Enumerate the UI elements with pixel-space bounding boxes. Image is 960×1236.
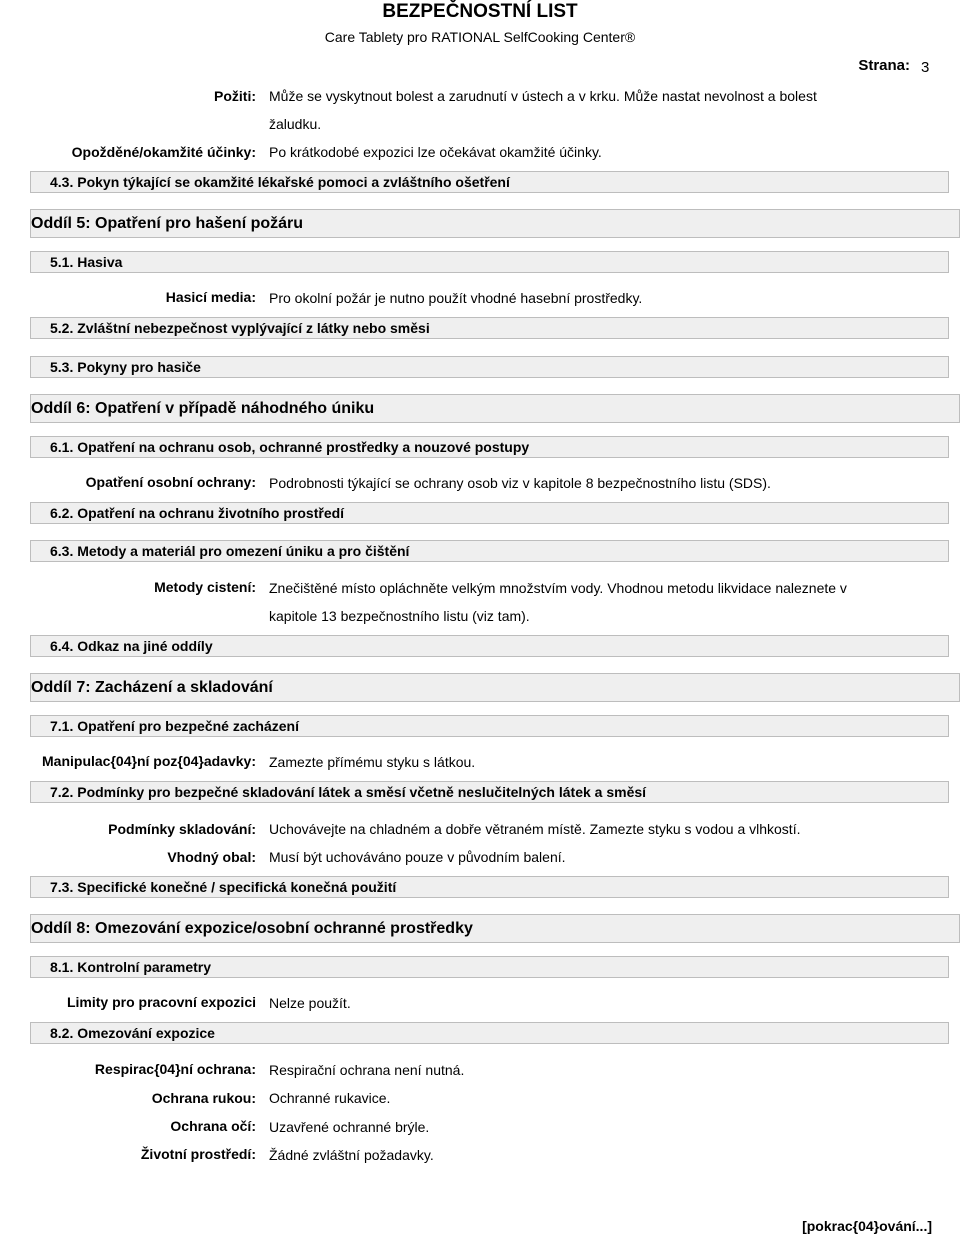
respiratory-protection-label: Respirac{04}ní ochrana: <box>94 1061 256 1077</box>
extinguishing-media-value: Pro okolní požár je nutno použít vhodné hasební prostředky. <box>269 290 643 306</box>
handling-requirements-value: Zamezte přímému styku s látkou. <box>269 754 476 770</box>
storage-conditions-value: Uchovávejte na chladném a dobře větraném místě. Zamezte styku s vodou a vlhkostí. <box>269 821 801 837</box>
cleaning-methods-label: Metody cistení: <box>154 579 256 595</box>
section-7-title: Oddíl 7: Zacházení a skladování <box>31 679 273 696</box>
suitable-container-value: Musí být uchováváno pouze v původním balení. <box>269 849 566 865</box>
subsection-8-1: 8.1. Kontrolní parametry <box>30 956 949 978</box>
exposure-limits-label: Limity pro pracovní expozici <box>66 994 256 1010</box>
subsection-5-2: 5.2. Zvláštní nebezpečnost vyplývající z látky nebo směsi <box>30 317 949 339</box>
subsection-5-1: 5.1. Hasiva <box>30 251 949 273</box>
subsection-6-1: 6.1. Opatření na ochranu osob, ochranné prostředky a nouzové postupy <box>30 436 949 458</box>
page-number: 3 <box>921 59 930 76</box>
environment-label: Životní prostředí: <box>140 1146 256 1162</box>
subsection-4-3: 4.3. Pokyn týkající se okamžité lékařské pomoci a zvláštního ošetření <box>30 171 949 193</box>
handling-requirements-label: Manipulac{04}ní poz{04}adavky: <box>42 753 256 769</box>
section-8-title: Oddíl 8: Omezování expozice/osobní ochranné prostředky <box>31 920 473 937</box>
section-5-header <box>30 209 960 238</box>
eye-protection-value: Uzavřené ochranné brýle. <box>269 1119 430 1135</box>
subsection-7-1: 7.1. Opatření pro bezpečné zacházení <box>30 715 949 737</box>
subsection-6-2: 6.2. Opatření na ochranu životního prostředí <box>30 502 949 524</box>
section-6-title: Oddíl 6: Opatření v případě náhodného úniku <box>31 400 375 417</box>
document-title: BEZPEČNOSTNÍ LIST <box>382 1 578 22</box>
section-8-header <box>30 914 960 943</box>
personal-protection-value: Podrobnosti týkající se ochrany osob viz v kapitole 8 bezpečnostního listu (SDS). <box>269 475 771 491</box>
subsection-7-3: 7.3. Specifické konečné / specifická konečná použití <box>30 876 949 898</box>
section-7-header <box>30 673 960 702</box>
subsection-6-4: 6.4. Odkaz na jiné oddíly <box>30 635 949 657</box>
subsection-7-2: 7.2. Podmínky pro bezpečné skladování látek a směsí včetně neslučitelných látek a směsí <box>30 781 949 803</box>
ingestion-label: Požiti: <box>214 88 256 104</box>
document-subtitle: Care Tablety pro RATIONAL SelfCooking Center® <box>324 29 636 45</box>
ingestion-value-line2: žaludku. <box>269 116 322 132</box>
subsection-6-3: 6.3. Metody a materiál pro omezení úniku a pro čištění <box>30 540 949 562</box>
delayed-effects-label: Opožděné/okamžité účinky: <box>71 144 256 160</box>
continuation-note: [pokrac{04}ování...] <box>802 1218 932 1234</box>
hand-protection-value: Ochranné rukavice. <box>269 1090 391 1106</box>
page-label: Strana: <box>858 57 910 74</box>
respiratory-protection-value: Respirační ochrana není nutná. <box>269 1062 465 1078</box>
environment-value: Žádné zvláštní požadavky. <box>269 1147 434 1163</box>
eye-protection-label: Ochrana očí: <box>170 1118 256 1134</box>
extinguishing-media-label: Hasicí media: <box>165 289 256 305</box>
storage-conditions-label: Podmínky skladování: <box>108 821 256 837</box>
subsection-5-3: 5.3. Pokyny pro hasiče <box>30 356 949 378</box>
section-5-title: Oddíl 5: Opatření pro hašení požáru <box>31 215 304 232</box>
subsection-8-2: 8.2. Omezování expozice <box>30 1022 949 1044</box>
cleaning-methods-value-line2: kapitole 13 bezpečnostního listu (viz tam). <box>269 608 530 624</box>
hand-protection-label: Ochrana rukou: <box>151 1090 256 1106</box>
ingestion-value-line1: Může se vyskytnout bolest a zarudnutí v ústech a v krku. Může nastat nevolnost a bolest <box>269 88 817 104</box>
section-6-header <box>30 394 960 423</box>
exposure-limits-value: Nelze použít. <box>269 995 351 1011</box>
suitable-container-label: Vhodný obal: <box>167 849 256 865</box>
cleaning-methods-value-line1: Znečištěné místo opláchněte velkým množstvím vody. Vhodnou metodu likvidace naleznete v <box>269 580 847 596</box>
delayed-effects-value: Po krátkodobé expozici lze očekávat okamžité účinky. <box>269 144 602 160</box>
personal-protection-label: Opatření osobní ochrany: <box>85 474 256 490</box>
